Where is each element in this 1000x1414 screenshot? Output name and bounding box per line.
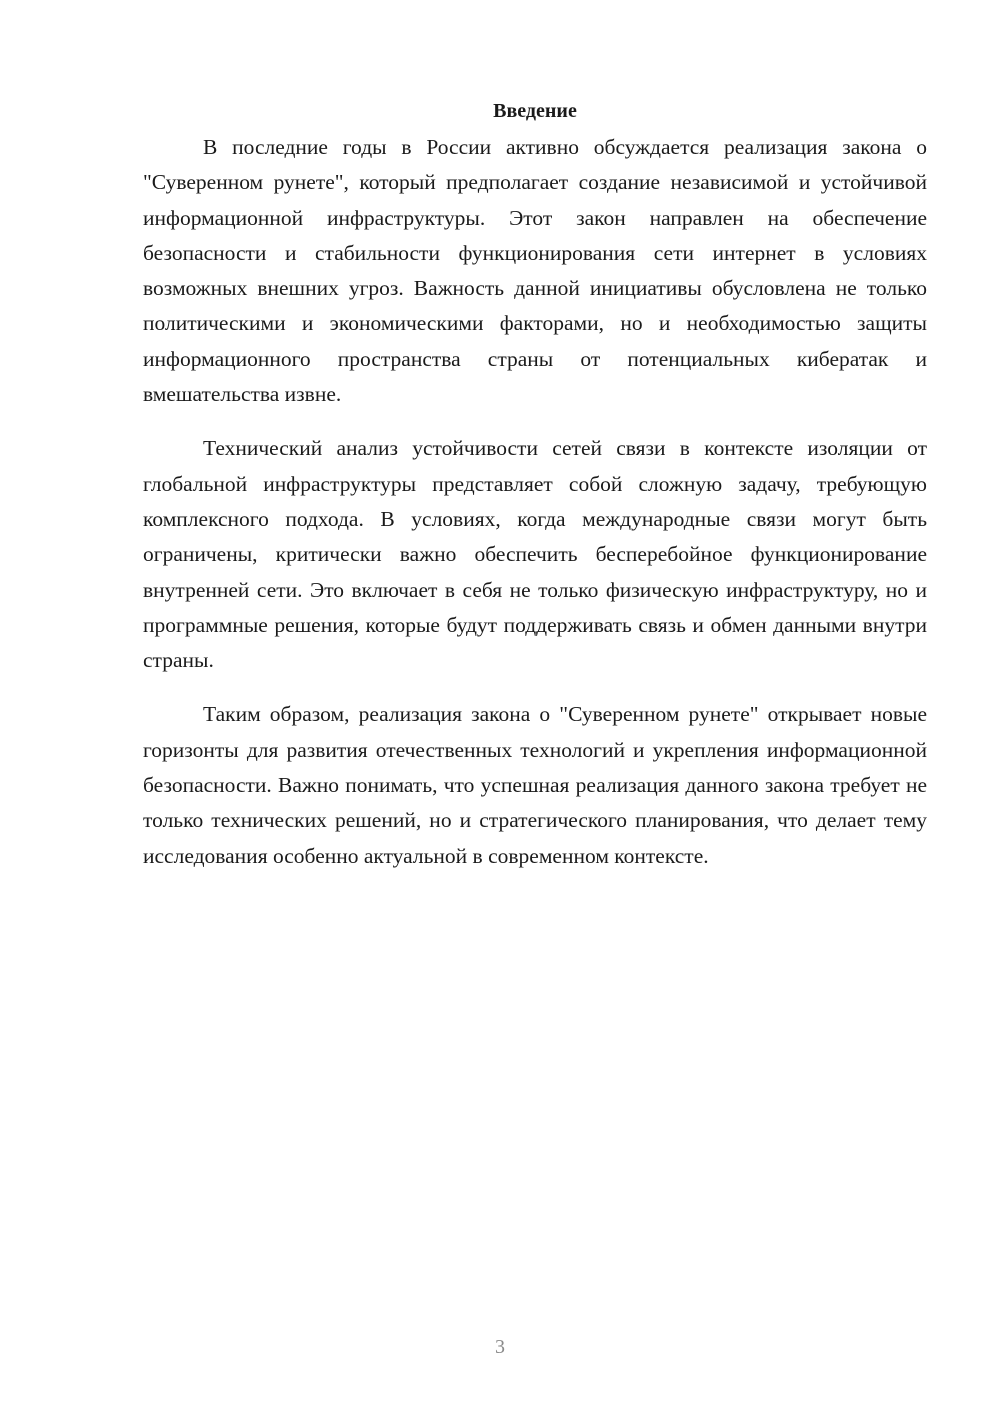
paragraph-3: Таким образом, реализация закона о "Суверенном рунете" открывает новые горизонты для развития отечественных технологий и укрепления информационной безопасности. Важно понимать, что успешная реализация данного закона требует не только технических решений, но и стратегического планирования, что делает тему исследования особенно актуальной в современном контексте. xyxy=(143,702,927,868)
paragraph-2: Технический анализ устойчивости сетей связи в контексте изоляции от глобальной инфраструктуры представляет собой сложную задачу, требующую комплексного подхода. В условиях, когда международные связи могут быть ограничены, критически важно обеспечить бесперебойное функционирование внутренней сети. Это включает в себя не только физическую инфраструктуру, но и программные решения, которые будут поддерживать связь и обмен данными внутри страны. xyxy=(143,436,927,673)
document-body xyxy=(143,96,927,893)
paragraph-1: В последние годы в России активно обсуждается реализация закона о "Суверенном рунете", который предполагает создание независимой и устойчивой информационной инфраструктуры. Этот закон направлен на обеспечение безопасности и стабильности функционирования сети интернет в условиях возможных внешних угроз. Важность данной инициативы обусловлена не только политическими и экономическими факторами, но и необходимостью защиты информационного пространства страны от потенциальных кибератак и вмешательства извне. xyxy=(143,135,927,407)
page-number: 3 xyxy=(495,1336,505,1358)
section-title: Введение xyxy=(493,100,577,122)
